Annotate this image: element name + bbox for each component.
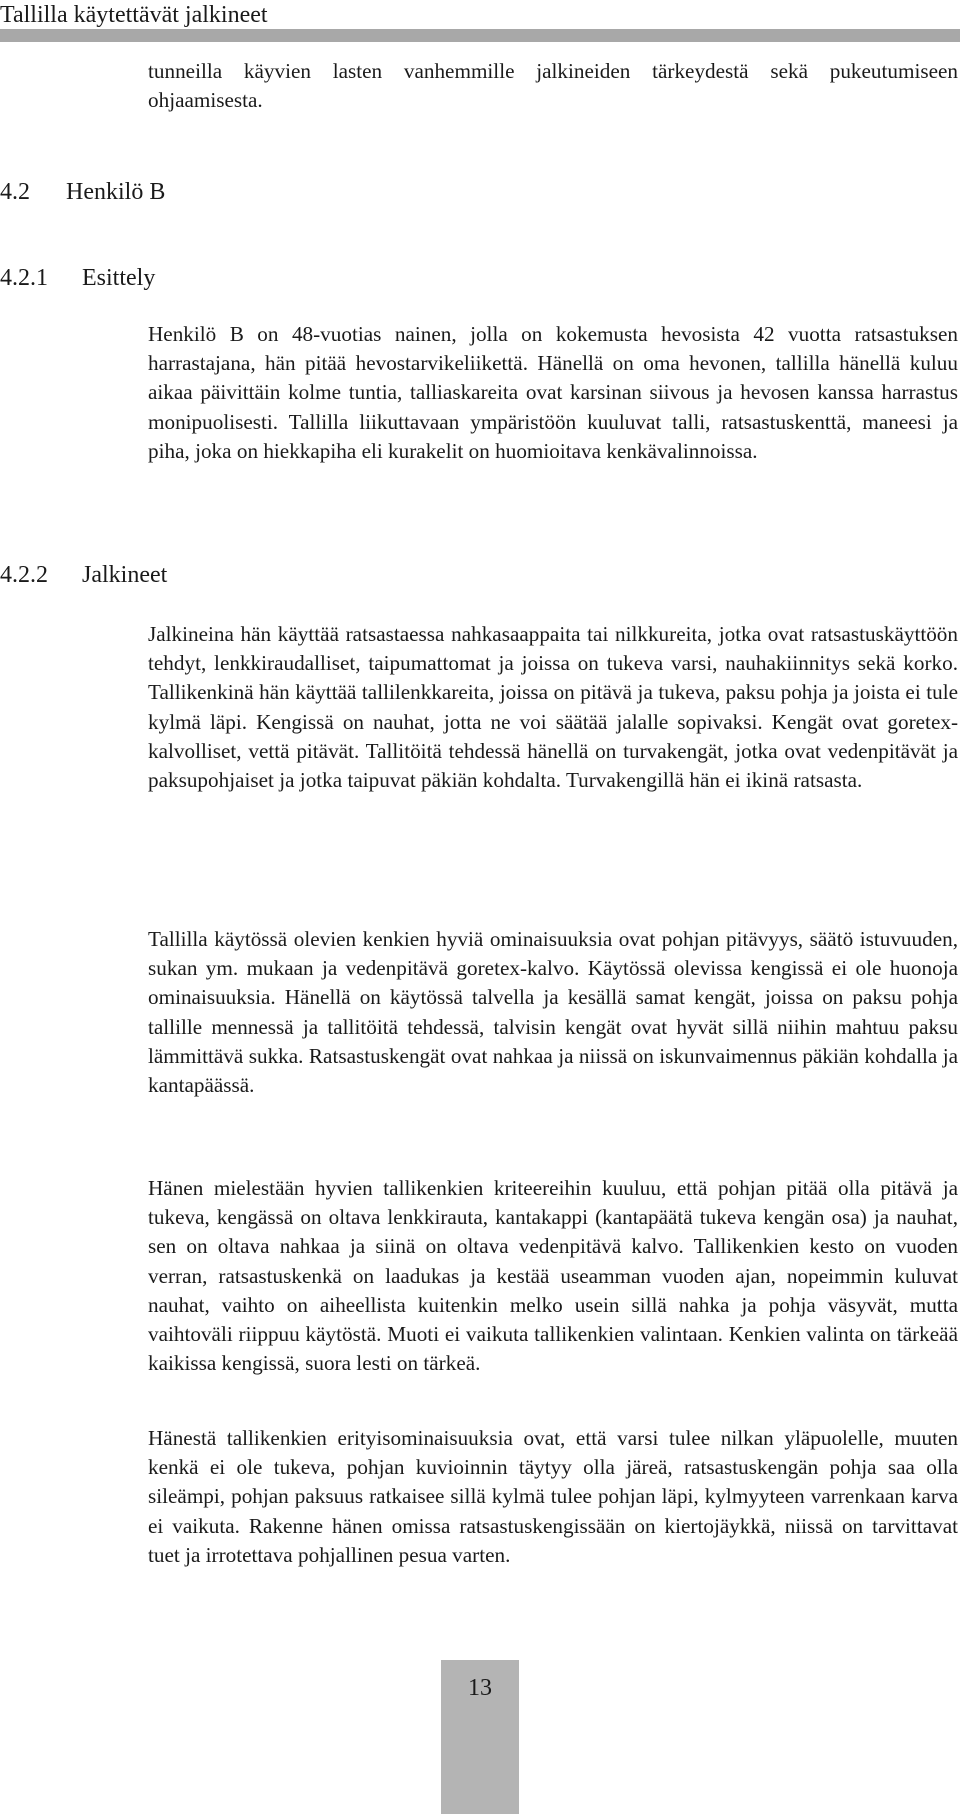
running-header-title: Tallilla käytettävät jalkineet: [0, 2, 268, 28]
section-number: 4.2: [0, 179, 30, 205]
esittely-paragraph: Henkilö B on 48-vuotias nainen, jolla on kokemusta hevosista 42 vuotta ratsastuksen harrastajana, hän pitää hevostarvikeliikettä. Hänellä on oma hevonen, tallilla hänellä kuluu aikaa päivittäin kolme tuntia, talliaskareita ovat karsinan siivous ja hevosen kanssa harrastus monipuolisesti. Tallilla liikuttavaan ympäristöön kuuluvat talli, ratsastuskenttä, maneesi ja piha, joka on hiekkapiha eli kurakelit on huomioitava kenkävalinnoissa.: [148, 322, 958, 463]
jalkineet-paragraph-2: Tallilla käytössä olevien kenkien hyviä ominaisuuksia ovat pohjan pitävyys, säätö istuvuuden, sukan ym. mukaan ja vedenpitävä goretex-kalvo. Käytössä olevissa kengissä ei ole huonoja ominaisuuksia. Hänellä on käytössä talvella ja kesällä samat kengät, joissa on paksu pohja tallille mennessä ja tallitöitä tehdessä, talvisin kengät ovat hyvät sillä niihin mahtuu paksu lämmittävä sukka. Ratsastuskengät ovat nahkaa ja niissä on iskunvaimennus päkiän kohdalla ja kantapäässä.: [148, 927, 958, 1098]
running-header: [0, 0, 960, 42]
section-title: Esittely: [82, 265, 156, 291]
jalkineet-paragraph-1: Jalkineina hän käyttää ratsastaessa nahkasaappaita tai nilkkureita, jotka ovat ratsastuskäyttöön tehdyt, lenkkiraudalliset, taipumattomat ja joissa on tukeva varsi, nauhakiinnitys sekä korko. Tallikenkinä hän käyttää tallilenkkareita, joissa on pitävä ja tukeva, paksu pohja ja joista ei tule kylmä läpi. Kengissä on nauhat, jotta ne voi säätää jalalle sopivaksi. Kengät ovat goretex-kalvolliset, vettä pitävät. Tallitöitä tehdessä hänellä on turvakengät, jotka ovat vedenpitävät ja paksupohjaiset ja jotka taipuvat päkiän kohdalta. Turvakengillä hän ei ikinä ratsasta.: [148, 622, 958, 793]
jalkineet-paragraph-3: Hänen mielestään hyvien tallikenkien kriteereihin kuuluu, että pohjan pitää olla pitävä ja tukeva, kengässä on oltava lenkkirauta, kantakappi (kantapäätä tukeva kengän osa) ja nauhat, sen on oltava nahkaa ja siinä on oltava vedenpitävä kalvo. Tallikenkien kesto on vuoden verran, ratsastuskenkä on laadukas ja kestää useamman vuoden ajan, nopeimmin kuluvat nauhat, vaihto on aiheellista kuitenkin melko usein sillä nahka ja pohja väsyvät, mutta vaihtoväli riippuu käytöstä. Muoti ei vaikuta tallikenkien valintaan. Kenkien valinta on tärkeää kaikissa kengissä, suora lesti on tärkeä.: [148, 1176, 958, 1376]
section-number: 4.2.2: [0, 562, 48, 588]
page-number: 13: [468, 1675, 492, 1701]
intro-paragraph: tunneilla käyvien lasten vanhemmille jalkineiden tärkeydestä sekä pukeutumiseen ohjaamisesta.: [148, 59, 958, 113]
section-heading-4-2-1: [0, 263, 156, 293]
section-title: Jalkineet: [82, 562, 168, 588]
section-heading-4-2: [0, 177, 166, 207]
header-rule: [0, 29, 960, 42]
section-title: Henkilö B: [66, 179, 166, 205]
section-number: 4.2.1: [0, 265, 48, 291]
page-number-box: [441, 1660, 519, 1814]
jalkineet-paragraph-4: Hänestä tallikenkien erityisominaisuuksia ovat, että varsi tulee nilkan yläpuolelle, muuten kenkä ei ole tukeva, pohjan kuvioinnin täytyy olla järeä, ratsastuskengän pohja saa olla sileämpi, pohjan paksuus ratkaisee sillä kylmä tulee pohjan läpi, kylmyyteen varrenkaan karva ei vaikuta. Rakenne hänen omissa ratsastuskengissään on kiertojäykkä, niissä on tarvittavat tuet ja irrotettava pohjallinen pesua varten.: [148, 1426, 958, 1567]
section-heading-4-2-2: [0, 560, 168, 590]
